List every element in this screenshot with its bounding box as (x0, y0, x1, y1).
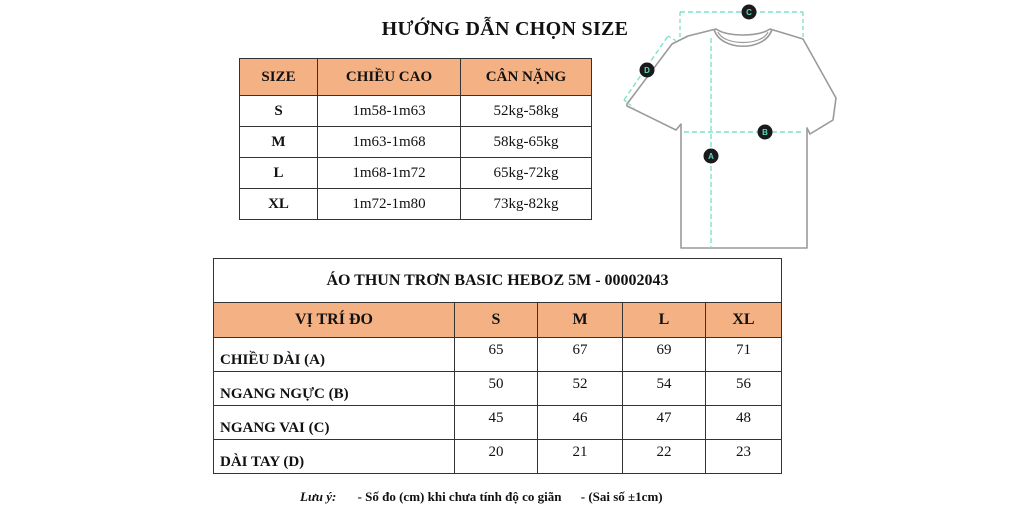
table-row (214, 440, 782, 474)
value-cell: 50 (455, 372, 538, 406)
product-title-row (214, 259, 782, 303)
value-cell: 48 (706, 406, 782, 440)
header-size: SIZE (240, 59, 318, 96)
size-cell: L (240, 158, 318, 189)
measurement-table (213, 258, 782, 474)
value-cell: 20 (455, 440, 538, 474)
marker-d (640, 63, 655, 78)
value-cell: 56 (706, 372, 782, 406)
svg-text:C: C (746, 8, 752, 17)
svg-text:B: B (762, 128, 768, 137)
table-row (214, 338, 782, 372)
size-cell: S (240, 96, 318, 127)
note-line (300, 489, 730, 505)
header-m: M (538, 303, 623, 338)
header-s: S (455, 303, 538, 338)
height-cell: 1m72-1m80 (318, 189, 461, 220)
measurement-header-row (214, 303, 782, 338)
note-item-stretch: - Số đo (cm) khi chưa tính độ co giãn (357, 489, 562, 504)
value-cell: 71 (706, 338, 782, 372)
note-label: Lưu ý: (300, 489, 337, 504)
header-position: VỊ TRÍ ĐO (214, 303, 455, 338)
marker-b (758, 125, 773, 140)
weight-cell: 73kg-82kg (461, 189, 592, 220)
table-row (240, 96, 592, 127)
header-xl: XL (706, 303, 782, 338)
weight-cell: 65kg-72kg (461, 158, 592, 189)
value-cell: 21 (538, 440, 623, 474)
svg-text:A: A (708, 152, 714, 161)
value-cell: 22 (623, 440, 706, 474)
product-title: ÁO THUN TRƠN BASIC HEBOZ 5M - 00002043 (214, 259, 782, 303)
value-cell: 65 (455, 338, 538, 372)
table-row (214, 372, 782, 406)
position-label: NGANG VAI (C) (214, 406, 455, 440)
size-cell: M (240, 127, 318, 158)
note-item-tolerance: - (Sai số ±1cm) (580, 489, 663, 504)
position-label: NGANG NGỰC (B) (214, 372, 455, 406)
table-row (240, 127, 592, 158)
table-row (240, 189, 592, 220)
size-guide-title: HƯỚNG DẪN CHỌN SIZE (381, 18, 629, 40)
size-cell: XL (240, 189, 318, 220)
value-cell: 69 (623, 338, 706, 372)
value-cell: 52 (538, 372, 623, 406)
table-row (240, 158, 592, 189)
header-height: CHIỀU CAO (318, 59, 461, 96)
weight-cell: 58kg-65kg (461, 127, 592, 158)
size-guide-table (239, 58, 592, 220)
value-cell: 23 (706, 440, 782, 474)
header-weight: CÂN NẶNG (461, 59, 592, 96)
size-guide-header-row (240, 59, 592, 96)
value-cell: 67 (538, 338, 623, 372)
weight-cell: 52kg-58kg (461, 96, 592, 127)
value-cell: 46 (538, 406, 623, 440)
marker-a (704, 149, 719, 164)
position-label: DÀI TAY (D) (214, 440, 455, 474)
value-cell: 45 (455, 406, 538, 440)
position-label: CHIỀU DÀI (A) (214, 338, 455, 372)
height-cell: 1m63-1m68 (318, 127, 461, 158)
svg-text:D: D (644, 66, 650, 75)
header-l: L (623, 303, 706, 338)
tshirt-measurement-icon (618, 2, 848, 254)
height-cell: 1m58-1m63 (318, 96, 461, 127)
marker-c (742, 5, 757, 20)
table-row (214, 406, 782, 440)
value-cell: 47 (623, 406, 706, 440)
value-cell: 54 (623, 372, 706, 406)
height-cell: 1m68-1m72 (318, 158, 461, 189)
